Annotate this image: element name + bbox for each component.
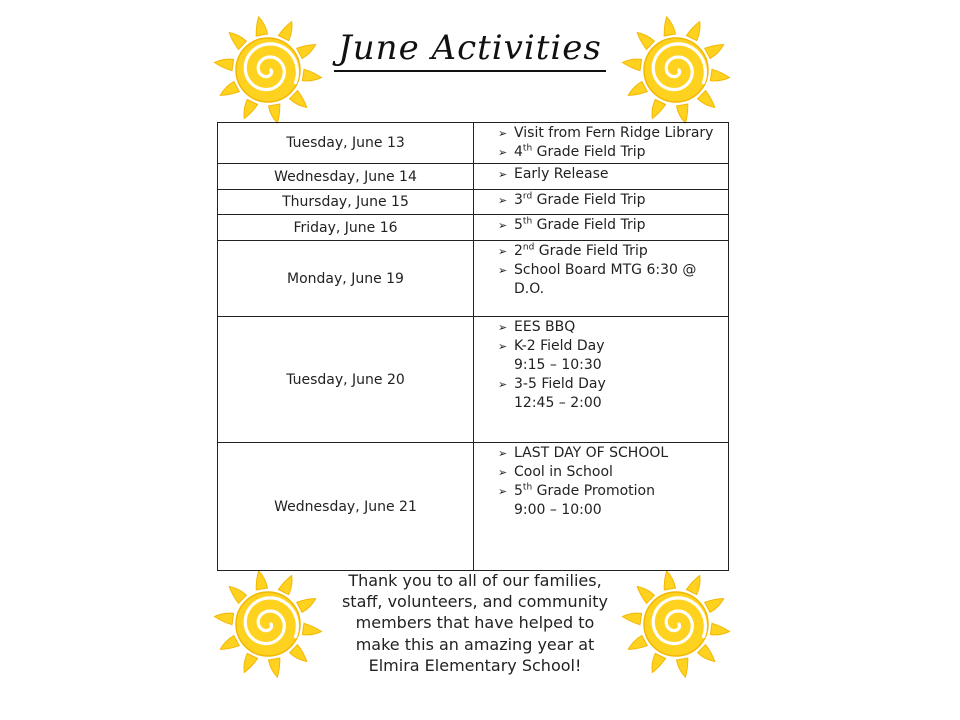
activity-item: ➢ 3-5 Field Day 12:45 – 2:00: [498, 375, 728, 413]
schedule-row: [218, 190, 729, 215]
activities-cell: [474, 443, 729, 571]
day-cell: Thursday, June 15: [218, 190, 474, 215]
activity-item: ➢ Early Release: [498, 165, 728, 184]
activities-cell: [474, 317, 729, 443]
thank-you-note: [320, 570, 630, 676]
day-cell: Tuesday, June 13: [218, 123, 474, 164]
day-cell: Wednesday, June 14: [218, 164, 474, 190]
activity-item: ➢ 5th Grade Promotion 9:00 – 10:00: [498, 482, 728, 520]
thanks-line: staff, volunteers, and community: [341, 592, 609, 612]
sun-icon: [620, 568, 732, 680]
activities-cell: [474, 241, 729, 317]
activities-cell: [474, 215, 729, 241]
schedule-table: [217, 122, 729, 571]
day-cell: Tuesday, June 20: [218, 317, 474, 443]
activities-cell: [474, 123, 729, 164]
activity-item: ➢ LAST DAY OF SCHOOL: [498, 444, 728, 463]
page-title: June Activities: [334, 28, 606, 72]
activity-item: ➢ EES BBQ: [498, 318, 728, 337]
thanks-line: Thank you to all of our families,: [348, 571, 602, 590]
activities-cell: [474, 190, 729, 215]
activity-item: ➢ Visit from Fern Ridge Library: [498, 124, 728, 143]
sun-icon: [620, 14, 732, 126]
activities-cell: [474, 164, 729, 190]
day-cell: Friday, June 16: [218, 215, 474, 241]
day-cell: Wednesday, June 21: [218, 443, 474, 571]
sun-icon: [212, 14, 324, 126]
activity-item: ➢ Cool in School: [498, 463, 728, 482]
title-wrap: [330, 28, 610, 72]
sun-icon: [212, 568, 324, 680]
day-cell: Monday, June 19: [218, 241, 474, 317]
thanks-line: Elmira Elementary School!: [368, 655, 582, 675]
activity-item: ➢ 4th Grade Field Trip: [498, 143, 728, 162]
activity-item: ➢ K-2 Field Day 9:15 – 10:30: [498, 337, 728, 375]
thanks-line: members that have helped to: [355, 613, 595, 633]
schedule-row: [218, 164, 729, 190]
schedule-row: [218, 443, 729, 571]
thanks-line: make this an amazing year at: [355, 634, 595, 654]
activity-item: ➢ 3rd Grade Field Trip: [498, 191, 728, 210]
activity-item: ➢ 2nd Grade Field Trip: [498, 242, 728, 261]
schedule-row: [218, 123, 729, 164]
schedule-row: [218, 241, 729, 317]
schedule-row: [218, 215, 729, 241]
activity-item: ➢ School Board MTG 6:30 @ D.O.: [498, 261, 728, 299]
activity-item: ➢ 5th Grade Field Trip: [498, 216, 728, 235]
schedule-row: [218, 317, 729, 443]
